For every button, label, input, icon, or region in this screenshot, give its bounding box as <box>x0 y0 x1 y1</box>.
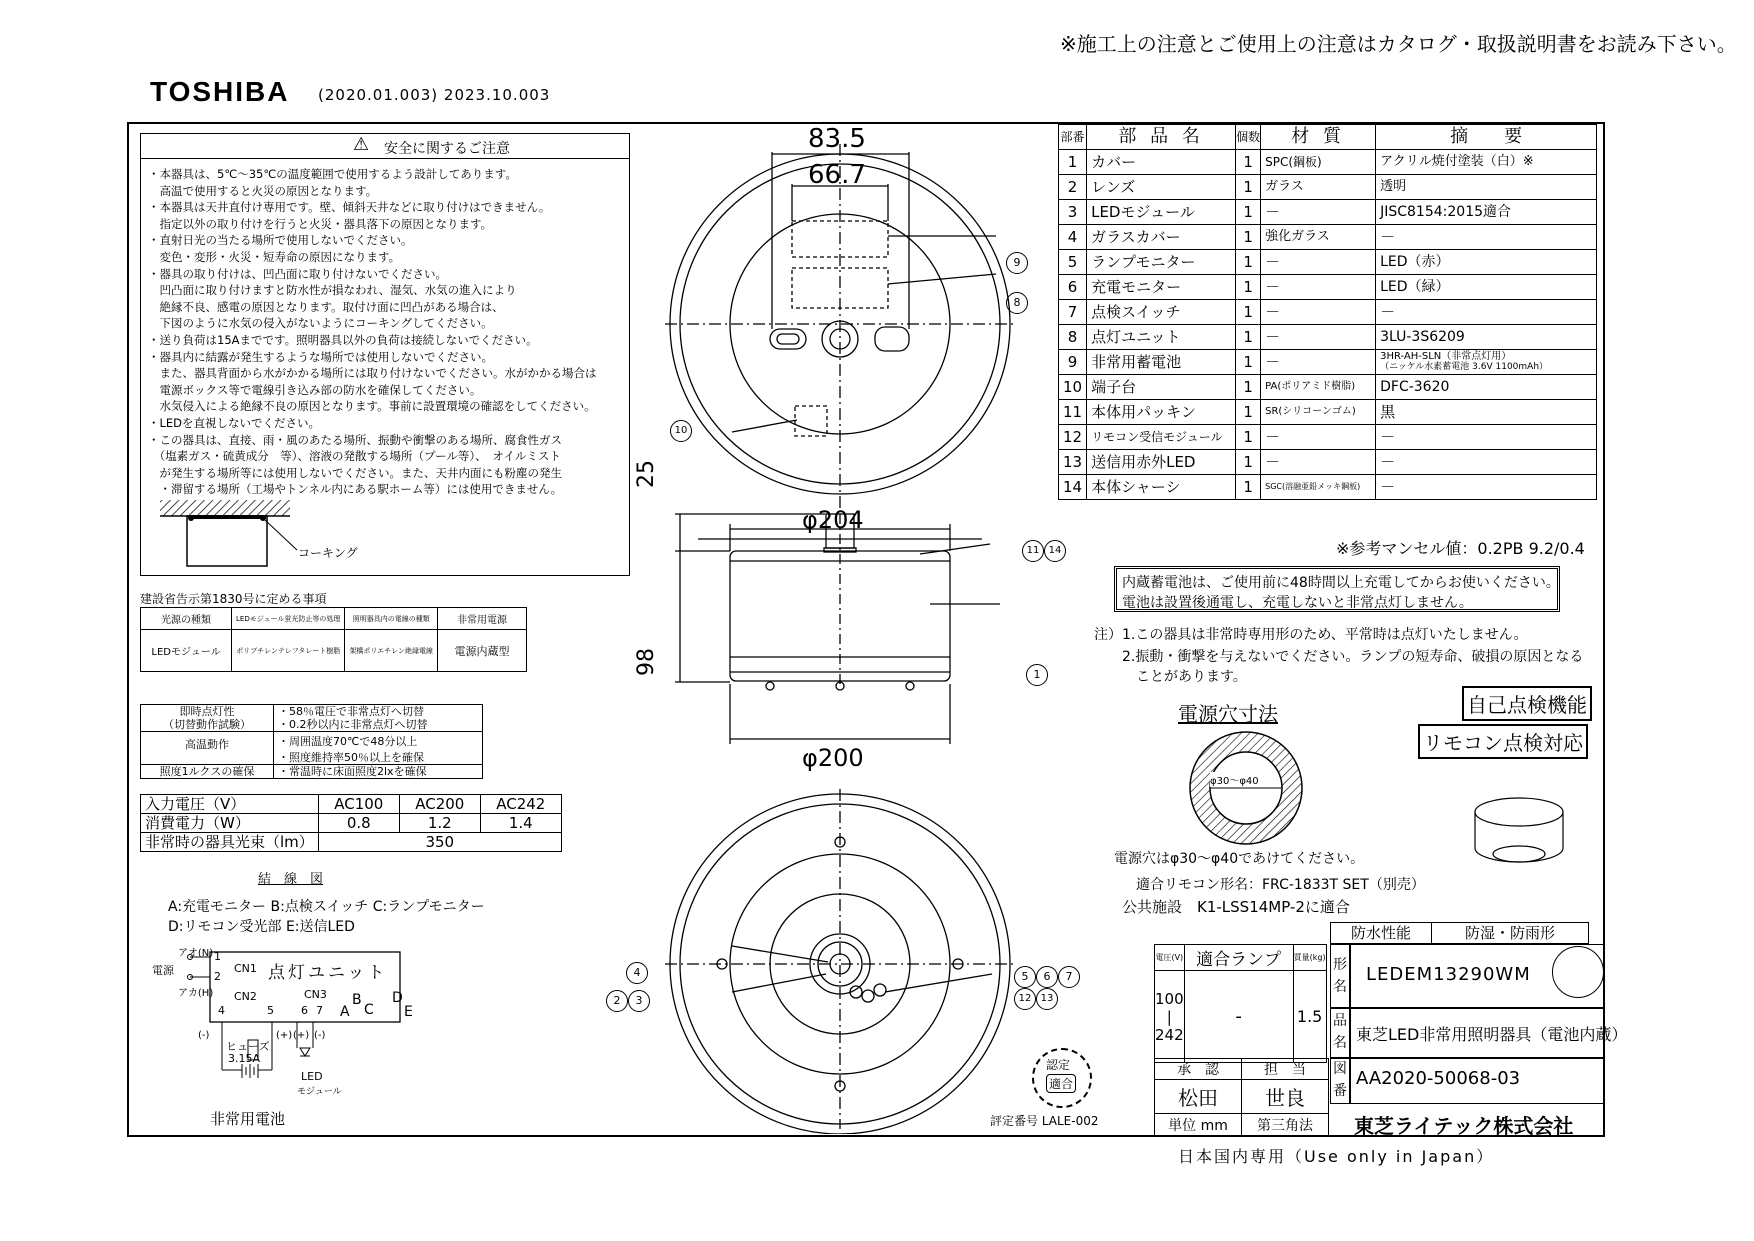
fixture-drawing <box>620 124 1050 1134</box>
elec-power-value: 0.8 <box>318 814 399 833</box>
safety-line: 凹凸面に取り付けますと防水性が損なわれ、湿気、水気の進入により <box>148 283 517 298</box>
part-no: 13 <box>1059 450 1087 475</box>
letter-a: A <box>340 1004 350 1020</box>
part-no: 2 <box>1059 175 1087 200</box>
part-qty: 1 <box>1236 475 1261 500</box>
pin-5: 5 <box>267 1004 274 1017</box>
volt-value-high: 242 <box>1155 1025 1184 1044</box>
electrical-table <box>140 794 562 852</box>
part-material: － <box>1261 300 1376 325</box>
safety-line: ・送り負荷は15Aまでです。照明器具以外の負荷は接続しないでください。 <box>148 332 538 347</box>
brand-logo: TOSHIBA <box>150 76 290 107</box>
angle-label: 第三角法 <box>1242 1114 1329 1136</box>
battery-notice-2: 電池は設置後通電し、充電しないと非常点灯しません。 <box>1122 595 1473 611</box>
part-material: － <box>1261 200 1376 225</box>
part-no: 11 <box>1059 400 1087 425</box>
waterproof-value: 防湿・防雨形 <box>1432 923 1589 944</box>
lamp-label: 適合ランプ <box>1184 945 1293 971</box>
approval-table <box>1154 1058 1329 1136</box>
safety-line: が発生する場所等には使用しないでください。また、天井内面にも粉塵の発生 <box>148 465 562 480</box>
parts-header: 摘 要 <box>1376 125 1597 150</box>
elec-flux-value: 350 <box>318 833 561 852</box>
approve-label: 承 認 <box>1155 1059 1242 1080</box>
pin-1: 1 <box>214 950 221 963</box>
parts-header: 部番 <box>1059 125 1087 150</box>
polarity-minus: (-) <box>198 1030 210 1041</box>
parts-row <box>1059 325 1597 350</box>
name-label: 品名 <box>1333 1013 1347 1051</box>
safety-line: （塩素ガス・硫黄成分 等）、溶液の発散する場所（プール等）、 オイルミスト <box>148 449 561 464</box>
part-material: 強化ガラス <box>1261 225 1376 250</box>
part-material: － <box>1261 350 1376 375</box>
cn2-label: CN2 <box>234 990 257 1003</box>
battery-label: 非常用電池 <box>210 1110 286 1128</box>
part-no: 12 <box>1059 425 1087 450</box>
led-module-label: モジュール <box>297 1087 342 1097</box>
led-label: LED <box>301 1070 323 1083</box>
elec-header: AC100 <box>318 795 399 814</box>
part-remark: － <box>1376 225 1597 250</box>
dim-25: 25 <box>634 460 659 488</box>
building-title: 建設省告示第1830号に定める事項 <box>140 592 327 606</box>
polarity-plus-2: (+) <box>293 1030 310 1041</box>
part-material: － <box>1261 425 1376 450</box>
part-material: SR(シリコーンゴム) <box>1261 400 1376 425</box>
callout-13: 13 <box>1036 988 1058 1010</box>
safety-line: 絶縁不良、感電の原因となります。取付け面に凹凸がある場合は、 <box>148 299 504 314</box>
source-label: 電源 <box>152 964 174 977</box>
mass-value: 1.5 <box>1293 971 1326 1063</box>
perf-label: 照度1ルクスの確保 <box>141 765 274 779</box>
safety-title: 安全に関するご注意 <box>384 141 510 157</box>
part-qty: 1 <box>1236 450 1261 475</box>
munsell-value: ※参考マンセル値：0.2PB 9.2/0.4 <box>1336 539 1585 558</box>
part-remark: 黒 <box>1376 400 1597 425</box>
part-no: 10 <box>1059 375 1087 400</box>
dim-83-5: 83.5 <box>808 124 866 154</box>
part-remark: LED（赤） <box>1376 250 1597 275</box>
part-material: － <box>1261 250 1376 275</box>
note-3: ことがあります。 <box>1094 669 1247 685</box>
part-name: ランプモニター <box>1087 250 1236 275</box>
part-remark: 3LU-3S6209 <box>1376 325 1597 350</box>
callout-4: 4 <box>626 962 648 984</box>
parts-row <box>1059 150 1597 175</box>
parts-row <box>1059 450 1597 475</box>
model-number: LEDEM13290WM <box>1366 964 1531 985</box>
callout-7: 7 <box>1058 966 1080 988</box>
elec-header: AC200 <box>399 795 480 814</box>
parts-row <box>1059 300 1597 325</box>
part-material: SGC(溶融亜鉛メッキ鋼板) <box>1261 475 1376 500</box>
black-wire-label: アカ(H) <box>178 988 214 999</box>
cn1-label: CN1 <box>234 962 257 975</box>
product-sketch <box>1464 794 1574 874</box>
part-name: 本体用パッキン <box>1087 400 1236 425</box>
elec-flux-label: 非常時の器具光束（lm） <box>141 833 319 852</box>
part-no: 5 <box>1059 250 1087 275</box>
perf-value: ・58％電圧で非常点灯へ切替 <box>274 705 483 719</box>
part-material: － <box>1261 275 1376 300</box>
part-no: 9 <box>1059 350 1087 375</box>
callout-6: 6 <box>1036 966 1058 988</box>
perf-value: ・常温時に床面照度2lxを確保 <box>274 765 483 779</box>
part-qty: 1 <box>1236 150 1261 175</box>
safety-line: 電源ボックス等で電線引き込み部の防水を確保してください。 <box>148 382 482 397</box>
part-qty: 1 <box>1236 325 1261 350</box>
part-name: 本体シャーシ <box>1087 475 1236 500</box>
caulking-label: コーキング <box>298 546 358 560</box>
callout-9: 9 <box>1006 252 1028 274</box>
safety-line: ・LEDを直視しないでください。 <box>148 415 321 430</box>
parts-row <box>1059 425 1597 450</box>
elec-power-value: 1.2 <box>399 814 480 833</box>
wiring-title: 結 線 図 <box>258 872 324 887</box>
perf-label: （切替動作試験） <box>141 718 274 732</box>
parts-row <box>1059 200 1597 225</box>
self-check-badge: 自己点検機能 <box>1462 686 1592 721</box>
cn3-label: CN3 <box>304 988 327 1001</box>
safety-line: 下図のように水気の侵入がないようにコーキングしてください。 <box>148 316 493 331</box>
part-qty: 1 <box>1236 375 1261 400</box>
revision-numbers: (2020.01.003) 2023.10.003 <box>318 86 551 104</box>
dim-phi204: φ204 <box>802 506 864 534</box>
part-qty: 1 <box>1236 175 1261 200</box>
part-remark <box>1376 350 1597 375</box>
callout-8: 8 <box>1006 292 1028 314</box>
building-header: LEDモジュール蛍光防止等の処理 <box>232 608 345 630</box>
dim-66-7: 66.7 <box>808 160 866 190</box>
volt-label: 電圧(V) <box>1155 945 1185 971</box>
part-material: － <box>1261 450 1376 475</box>
letter-e: E <box>404 1004 413 1020</box>
part-remark: － <box>1376 425 1597 450</box>
parts-header: 材 質 <box>1261 125 1376 150</box>
safety-line: ・直射日光の当たる場所で使用しないでください。 <box>148 233 413 248</box>
perf-value: ・0.2秒以内に非常点灯へ切替 <box>274 718 483 732</box>
part-remark: － <box>1376 450 1597 475</box>
battery-notice-1: 内蔵蓄電池は、ご使用前に48時間以上充電してからお使いください。 <box>1122 575 1560 591</box>
parts-row <box>1059 175 1597 200</box>
lamp-value: - <box>1184 971 1293 1063</box>
parts-row <box>1059 350 1597 375</box>
part-qty: 1 <box>1236 275 1261 300</box>
part-name: 点灯ユニット <box>1087 325 1236 350</box>
mass-label: 質量(kg) <box>1293 945 1326 971</box>
unit-label: 点灯ユニット <box>268 963 388 983</box>
part-remark: － <box>1376 300 1597 325</box>
volt-values <box>1155 971 1185 1063</box>
company-name: 東芝ライテック株式会社 <box>1354 1114 1574 1138</box>
building-cell: LEDモジュール <box>141 630 232 672</box>
safety-line: ・器具の取り付けは、凹凸面に取り付けないでください。 <box>148 266 447 281</box>
perf-value: ・周囲温度70℃で48分以上 <box>274 732 483 752</box>
waterproof-label: 防水性能 <box>1331 923 1432 944</box>
remote-compat: 適合リモコン形名：FRC-1833T SET（別売） <box>1136 877 1425 893</box>
part-remark: － <box>1376 475 1597 500</box>
parts-table <box>1058 124 1597 500</box>
parts-row <box>1059 400 1597 425</box>
callout-12: 12 <box>1014 988 1036 1010</box>
letter-d: D <box>392 990 403 1006</box>
performance-table <box>140 704 483 779</box>
safety-line: ・本器具は、5℃～35℃の温度範囲で使用するよう設計してあります。 <box>148 167 517 181</box>
parts-row <box>1059 275 1597 300</box>
parts-header: 個数 <box>1236 125 1261 150</box>
part-name: カバー <box>1087 150 1236 175</box>
callout-5: 5 <box>1014 966 1036 988</box>
safety-line: 指定以外の取り付けを行うと火災・器具落下の原因となります。 <box>148 216 493 231</box>
part-name: 非常用蓄電池 <box>1087 350 1236 375</box>
part-qty: 1 <box>1236 425 1261 450</box>
pin-6: 6 <box>301 1004 308 1017</box>
callout-2: 2 <box>606 990 628 1012</box>
safety-line: 変色・変形・火災・短寿命の原因になります。 <box>148 249 401 264</box>
header-notice: ※施工上の注意とご使用上の注意はカタログ・取扱説明書をお読み下さい。 <box>1060 32 1737 56</box>
product-name: 東芝LED非常用照明器具（電池内蔵） <box>1356 1025 1628 1044</box>
part-name: 送信用赤外LED <box>1087 450 1236 475</box>
model-circle <box>1552 946 1604 998</box>
waterproof-table <box>1330 922 1589 944</box>
part-no: 4 <box>1059 225 1087 250</box>
callout-10: 10 <box>670 420 692 442</box>
model-label: 形名 <box>1333 957 1347 995</box>
part-qty: 1 <box>1236 350 1261 375</box>
callout-14: 14 <box>1044 540 1066 562</box>
letter-b: B <box>352 992 362 1008</box>
part-qty: 1 <box>1236 300 1261 325</box>
perf-label: 即時点灯性 <box>141 705 274 719</box>
part-no: 1 <box>1059 150 1087 175</box>
hole-diagram <box>1178 728 1318 848</box>
safety-line: ・この器具は、直接、雨・風のあたる場所、振動や衝撃のある場所、腐食性ガス <box>148 432 562 447</box>
part-remark: 透明 <box>1376 175 1597 200</box>
safety-line: ・滞留する場所（工場やトンネル内にある駅ホーム等）には使用できません。 <box>148 482 563 497</box>
volt-value-sep: | <box>1166 1007 1172 1026</box>
elec-power-value: 1.4 <box>480 814 561 833</box>
part-no: 7 <box>1059 300 1087 325</box>
perf-label: 高温動作 <box>141 732 274 752</box>
charge-label: 担 当 <box>1242 1059 1329 1080</box>
approver-name: 松田 <box>1155 1080 1242 1114</box>
building-header: 光源の種類 <box>141 608 232 630</box>
note-1: 注）1.この器具は非常時専用形のため、平常時は点灯いたしません。 <box>1094 627 1528 643</box>
remote-check-badge: リモコン点検対応 <box>1418 724 1588 759</box>
elec-header: AC242 <box>480 795 561 814</box>
building-cell: 架橋ポリエチレン絶縁電線 <box>345 630 438 672</box>
drawing-number: AA2020-50068-03 <box>1356 1068 1521 1089</box>
wiring-legend-2: D:リモコン受光部 E:送信LED <box>168 919 355 935</box>
white-wire-label: アオ(N) <box>178 948 214 959</box>
part-remark: アクリル焼付塗装（白）※ <box>1376 150 1597 175</box>
hole-text: 電源穴はφ30～φ40であけてください。 <box>1114 851 1365 867</box>
part-name: 点検スイッチ <box>1087 300 1236 325</box>
hole-title: 電源穴寸法 <box>1178 702 1278 726</box>
building-table <box>140 607 527 672</box>
person-name: 世良 <box>1242 1080 1329 1114</box>
safety-line: 水気侵入による絶縁不良の原因となります。事前に設置環境の確認をしてください。 <box>148 399 596 414</box>
note-2: 2.振動・衝撃を与えないでください。ランプの短寿命、破損の原因となる <box>1094 649 1584 665</box>
building-cell: ポリブチレンテレフタレート樹脂 <box>232 630 345 672</box>
polarity-minus-2: (-) <box>314 1030 326 1041</box>
polarity-plus: (+) <box>276 1030 293 1041</box>
part-name: 端子台 <box>1087 375 1236 400</box>
part-qty: 1 <box>1236 250 1261 275</box>
parts-row <box>1059 225 1597 250</box>
part-name: ガラスカバー <box>1087 225 1236 250</box>
fuse-value: 3.15A <box>228 1052 261 1065</box>
pin-7: 7 <box>316 1004 323 1017</box>
part-name: LEDモジュール <box>1087 200 1236 225</box>
pin-2: 2 <box>214 970 221 983</box>
parts-row <box>1059 475 1597 500</box>
building-cell: 電源内蔵型 <box>437 630 526 672</box>
part-material: ガラス <box>1261 175 1376 200</box>
part-remark: LED（緑） <box>1376 275 1597 300</box>
elec-power-label: 消費電力（W） <box>141 814 319 833</box>
part-name: リモコン受信モジュール <box>1087 425 1236 450</box>
dim-phi200: φ200 <box>802 744 864 772</box>
part-material: PA(ポリアミド樹脂) <box>1261 375 1376 400</box>
perf-value: ・照度維持率50％以上を確保 <box>274 751 483 765</box>
domestic-use: 日本国内専用（Use only in Japan） <box>1178 1147 1495 1166</box>
warning-icon: ⚠ <box>353 134 370 155</box>
part-name: 充電モニター <box>1087 275 1236 300</box>
parts-header: 部 品 名 <box>1087 125 1236 150</box>
part-material: SPC(鋼板) <box>1261 150 1376 175</box>
safety-line: ・器具内に結露が発生するような場所では使用しないでください。 <box>148 349 493 364</box>
public-facility: 公共施設 K1-LSS14MP-2に適合 <box>1122 898 1350 916</box>
part-no: 6 <box>1059 275 1087 300</box>
part-material: － <box>1261 325 1376 350</box>
certification-number: 評定番号 LALE-002 <box>990 1114 1099 1128</box>
safety-line: 高温で使用すると火災の原因となります。 <box>148 183 378 198</box>
part-no: 3 <box>1059 200 1087 225</box>
volt-value-low: 100 <box>1155 989 1184 1008</box>
pin-4: 4 <box>218 1004 225 1017</box>
safety-line: ・本器具は天井直付け専用です。壁、傾斜天井などに取り付けはできません。 <box>148 200 551 215</box>
callout-3: 3 <box>628 990 650 1012</box>
elec-header: 入力電圧（V） <box>141 795 319 814</box>
letter-c: C <box>364 1002 374 1018</box>
part-name: レンズ <box>1087 175 1236 200</box>
part-no: 14 <box>1059 475 1087 500</box>
part-no: 8 <box>1059 325 1087 350</box>
part-qty: 1 <box>1236 225 1261 250</box>
building-header: 非常用電源 <box>437 608 526 630</box>
wiring-legend-1: A:充電モニター B:点検スイッチ C:ランプモニター <box>168 899 485 915</box>
parts-row <box>1059 375 1597 400</box>
unit-label: 単位 mm <box>1155 1114 1242 1136</box>
building-header: 照明器具内の電線の種類 <box>345 608 438 630</box>
part-qty: 1 <box>1236 200 1261 225</box>
safety-lines <box>148 166 597 498</box>
callout-11: 11 <box>1022 540 1044 562</box>
battery-model: 3HR-AH-SLN（非常点灯用） <box>1380 351 1512 362</box>
fuse-label: ヒューズ <box>226 1040 270 1053</box>
safety-line: また、器具背面から水がかかる場所には取り付けないでください。水がかかる場合は <box>148 366 597 381</box>
hole-size: φ30～φ40 <box>1210 772 1259 787</box>
battery-spec: （ニッケル水素蓄電池 3.6V 1100mAh） <box>1380 362 1549 372</box>
drawing-label: 図番 <box>1333 1061 1347 1099</box>
part-remark: JISC8154:2015適合 <box>1376 200 1597 225</box>
spec-table <box>1154 944 1327 1063</box>
seal-sub: 適合 <box>1046 1074 1076 1093</box>
parts-row <box>1059 250 1597 275</box>
part-remark: DFC-3620 <box>1376 375 1597 400</box>
dim-98: 98 <box>634 648 659 676</box>
seal-text: 認定 <box>1046 1058 1071 1072</box>
part-qty: 1 <box>1236 400 1261 425</box>
perf-label <box>141 751 274 765</box>
callout-1: 1 <box>1026 664 1048 686</box>
